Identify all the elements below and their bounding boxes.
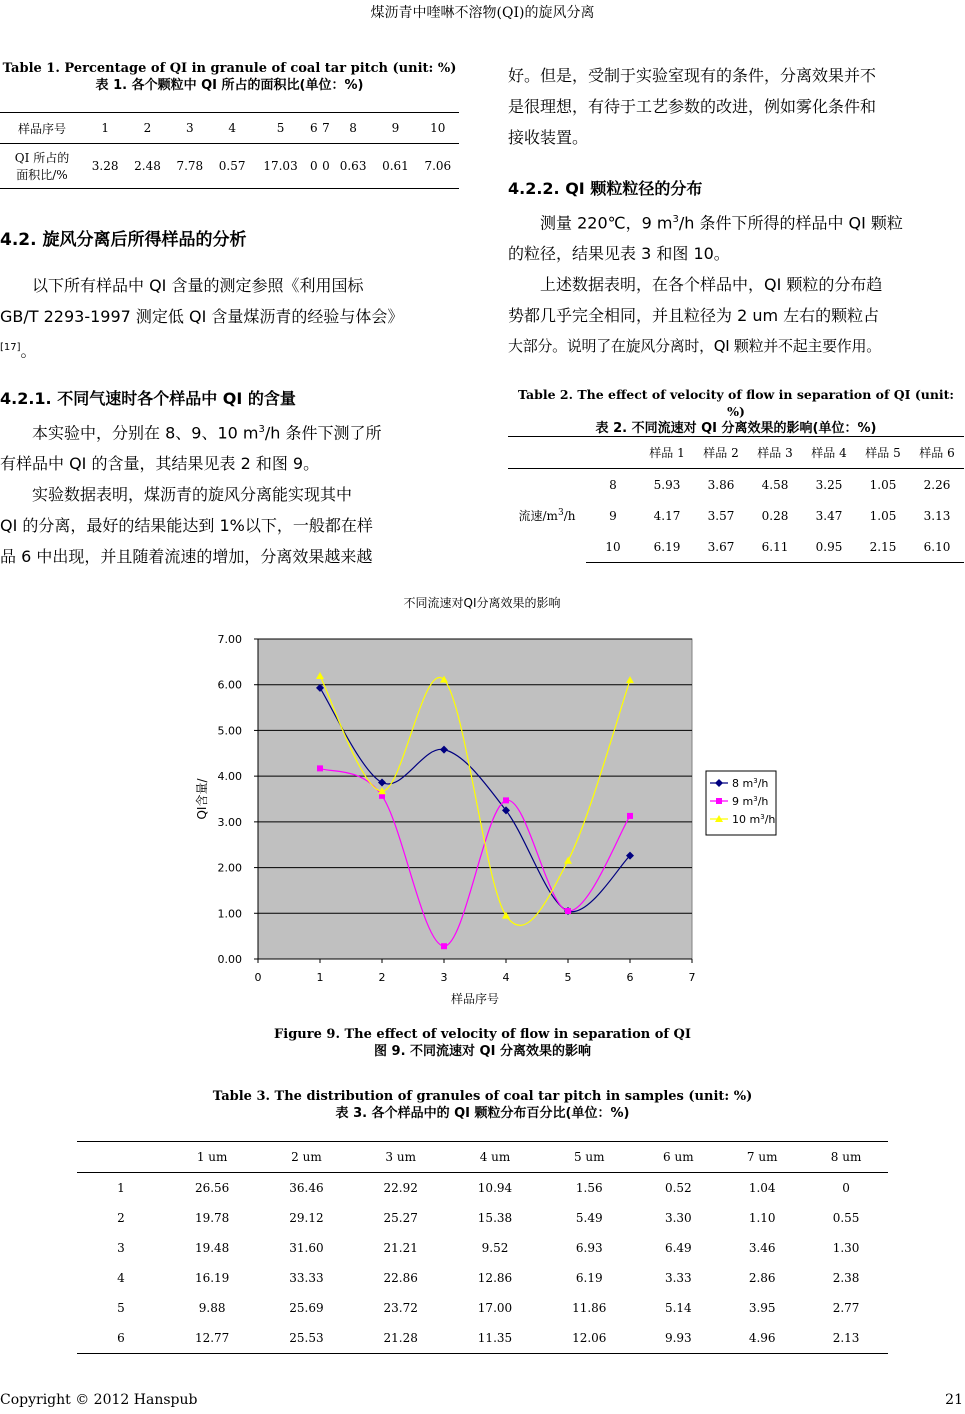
left-para1-end: 。 <box>20 341 37 361</box>
x-tick-label: 2 <box>378 971 386 984</box>
table3-cell: 6.19 <box>575 1271 603 1285</box>
table3-cell: 19.78 <box>194 1211 230 1225</box>
left-para1-ref: [17] <box>0 342 21 353</box>
table3-cell: 5.49 <box>575 1211 603 1225</box>
table3-caption-en: Table 3. The distribution of granules of coal tar pitch in samples (unit: %) <box>212 1089 753 1104</box>
table3-cell: 21.21 <box>383 1241 418 1255</box>
table2-cell: 2.15 <box>856 531 910 563</box>
x-tick-label: 6 <box>626 971 634 984</box>
table1-cell: 0.61 <box>374 144 416 189</box>
table3-cell: 11.86 <box>572 1301 607 1315</box>
table3-cell: 22.92 <box>383 1181 418 1195</box>
right-para3-line-c: 大部分。说明了在旋风分离时，QI 颗粒并不起主要作用。 <box>508 337 881 356</box>
table3-cell: 1.10 <box>748 1211 776 1225</box>
table3-cell: 6.93 <box>575 1241 603 1255</box>
table3-col: 6 um <box>636 1142 720 1173</box>
x-tick-label: 7 <box>688 971 696 984</box>
table2-col: 样品 3 <box>748 437 802 469</box>
right-para1-line-c: 接收装置。 <box>508 128 589 147</box>
table1-col: 2 <box>126 113 168 144</box>
table2-cell: 3.67 <box>694 531 748 563</box>
copyright: Copyright © 2012 Hanspub <box>0 1392 198 1408</box>
table3-sample: 6 <box>77 1323 165 1354</box>
left-para3-line-b: QI 的分离，最好的结果能达到 1%以下，一般都在样 <box>0 516 373 536</box>
y-tick-label: 3.00 <box>217 815 242 829</box>
table3-cell: 16.19 <box>194 1271 230 1285</box>
table1-col: 6 <box>308 113 320 144</box>
data-point <box>627 813 633 819</box>
table3-cell: 4.96 <box>720 1323 804 1354</box>
table-row <box>77 1203 888 1233</box>
table1-cell: 3.28 <box>84 144 126 189</box>
table2-caption <box>508 386 964 437</box>
table3-cell: 25.53 <box>259 1323 353 1354</box>
left-para1-line-b: GB/T 2293-1997 测定低 QI 含量煤沥青的经验与体会》 <box>0 307 404 326</box>
table3-cell: 15.38 <box>477 1211 513 1225</box>
table3-cell: 1.56 <box>575 1181 603 1195</box>
right-para3-line-b: 势都几乎完全相同，并且粒径为 2 um 左右的颗粒占 <box>508 306 880 326</box>
table1-caption-zh: 表 1. 各个颗粒中 QI 所占的面积比(单位：%) <box>95 78 364 93</box>
table1-cell: 7.06 <box>417 144 459 189</box>
table1-cell: 0 <box>320 144 332 189</box>
table2-cell: 6.19 <box>640 531 694 563</box>
table2-cell: 5.93 <box>653 477 681 492</box>
left-para3-line-a: 实验数据表明，煤沥青的旋风分离能实现其中 <box>32 485 353 505</box>
table2-caption-zh: 表 2. 不同流速对 QI 分离效果的影响(单位：%) <box>595 421 877 436</box>
right-para2-line-c: 的粒径，结果见表 3 和图 10。 <box>508 244 730 264</box>
legend-label: 8 $m^3/h$ <box>732 777 769 790</box>
table2-cell: 4.17 <box>653 508 681 523</box>
subsection-title-422: 4.2.2. QI 颗粒粒径的分布 <box>508 179 703 198</box>
table3-cell: 0 <box>842 1181 850 1195</box>
table2-row-group-text: 流速/m <box>518 509 558 524</box>
x-tick-label: 0 <box>254 971 262 984</box>
figure9-caption-zh: 图 9. 不同流速对 QI 分离效果的影响 <box>374 1044 591 1059</box>
table3-cell: 25.27 <box>383 1211 418 1225</box>
left-para2-line-a: 本实验中，分别在 8、9、10 m <box>32 423 259 443</box>
table3-corner <box>77 1142 165 1173</box>
table-row <box>77 1233 888 1263</box>
table3-cell: 1.04 <box>748 1181 776 1195</box>
right-para1-line-a: 好。但是，受制于实验室现有的条件，分离效果并不 <box>508 66 877 85</box>
table3-cell: 22.86 <box>383 1271 418 1285</box>
table3-caption <box>0 1088 965 1122</box>
table3-cell: 0.55 <box>832 1211 860 1225</box>
table2-cell: 0.28 <box>761 508 789 523</box>
y-tick-label: 1.00 <box>217 907 242 921</box>
right-para2-sup: 3 <box>672 214 679 225</box>
table2-row-group-unit: /h <box>563 509 576 524</box>
table3-cell: 5.14 <box>664 1301 692 1315</box>
table1-row-label-line1: QI 所占的 <box>14 151 70 165</box>
table-row <box>508 469 964 501</box>
table1-col: 7 <box>320 113 332 144</box>
table3-cell: 19.48 <box>194 1241 230 1255</box>
table1-col: 4 <box>211 113 253 144</box>
left-para3-line-c: 品 6 中出现，并且随着流速的增加，分离效果越来越 <box>0 547 373 567</box>
table3-cell: 36.46 <box>289 1181 324 1195</box>
legend-marker <box>716 798 722 804</box>
table3-col: 8 um <box>804 1142 888 1173</box>
y-tick-label: 0.00 <box>217 953 242 966</box>
table1-col: 3 <box>169 113 211 144</box>
table3-cell: 29.12 <box>289 1211 324 1225</box>
table1-caption-en: Table 1. Percentage of QI in granule of coal tar pitch (unit: %) <box>2 61 457 76</box>
table2-cell: 1.05 <box>869 477 897 492</box>
table3-col: 5 um <box>542 1142 636 1173</box>
table2-row-group-sup: 3 <box>557 508 564 519</box>
table2-cell: 6.10 <box>910 531 964 563</box>
table-row <box>77 1263 888 1293</box>
table3-col: 1 um <box>165 1142 259 1173</box>
table3-cell: 3.30 <box>664 1211 692 1225</box>
y-tick-label: 2.00 <box>217 861 242 875</box>
table3-cell: 2.13 <box>804 1323 888 1354</box>
table3-cell: 33.33 <box>289 1271 324 1285</box>
plot-area <box>258 639 692 959</box>
left-para2-sup: 3 <box>258 424 265 435</box>
y-tick-label: 5.00 <box>217 724 242 738</box>
table3-cell: 25.69 <box>289 1301 324 1315</box>
table3-cell: 2.38 <box>832 1271 860 1285</box>
table3-cell: 10.94 <box>477 1181 513 1195</box>
table3-cell: 2.77 <box>832 1301 860 1315</box>
y-tick-label: 7.00 <box>217 633 242 646</box>
table3-cell: 9.88 <box>198 1301 226 1315</box>
table3-cell: 23.72 <box>383 1301 418 1315</box>
x-axis-label: 样品序号 <box>450 992 500 1006</box>
table2-cell: 3.57 <box>707 508 735 523</box>
table-row <box>77 1173 888 1204</box>
figure9-chart <box>0 585 965 1015</box>
table3-cell: 17.00 <box>477 1301 513 1315</box>
table3-sample: 5 <box>117 1301 125 1315</box>
table3-sample: 4 <box>117 1271 125 1285</box>
table3-sample: 3 <box>117 1241 125 1255</box>
table1-col: 8 <box>332 113 374 144</box>
data-point <box>503 797 509 803</box>
table2-col: 样品 5 <box>856 437 910 469</box>
table3-cell: 9.93 <box>636 1323 720 1354</box>
table3-sample: 1 <box>117 1181 125 1195</box>
table3-cell: 0.52 <box>664 1181 692 1195</box>
left-para1-line-a: 以下所有样品中 QI 含量的测定参照《利用国标 <box>32 276 364 295</box>
legend-label-unit: /h <box>764 813 776 826</box>
legend-label: 9 $m^3/h$ <box>732 795 769 808</box>
table3-cell: 6.49 <box>664 1241 692 1255</box>
table2-col: 样品 4 <box>802 437 856 469</box>
table3-cell: 12.06 <box>542 1323 636 1354</box>
table2-cell: 1.05 <box>869 508 897 523</box>
table2-corner <box>508 437 586 469</box>
left-para-2 <box>0 414 459 572</box>
table2-cell: 3.86 <box>707 477 735 492</box>
legend-label-unit: /h <box>757 777 769 790</box>
table3-col: 3 um <box>354 1142 448 1173</box>
table2-cell: 6.11 <box>748 531 802 563</box>
table1-cell: 7.78 <box>169 144 211 189</box>
table-row <box>77 1323 888 1354</box>
table2-cell: 4.58 <box>761 477 789 492</box>
table1-col: 10 <box>417 113 459 144</box>
table2-cell: 0.95 <box>802 531 856 563</box>
legend-label-unit: /h <box>757 795 769 808</box>
table1-cell: 2.48 <box>126 144 168 189</box>
figure9-caption-en: Figure 9. The effect of velocity of flow in separation of QI <box>274 1027 691 1042</box>
table2-cell: 3.13 <box>923 508 951 523</box>
table2-flow-col <box>586 437 640 469</box>
table3-cell: 3.46 <box>748 1241 776 1255</box>
table1-cell: 0.63 <box>332 144 374 189</box>
table2-cell: 3.47 <box>815 508 843 523</box>
table2-cell: 2.26 <box>923 477 951 492</box>
table1-cell: 0 <box>308 144 320 189</box>
table1-cell: 0.57 <box>211 144 253 189</box>
table3-cell: 12.77 <box>165 1323 259 1354</box>
table3-cell: 31.60 <box>289 1241 324 1255</box>
section-title: 4.2. 旋风分离后所得样品的分析 <box>0 230 247 250</box>
table3-sample: 2 <box>117 1211 125 1225</box>
table2-cell: 3.25 <box>815 477 843 492</box>
table3-cell: 26.56 <box>194 1181 230 1195</box>
table3-col: 7 um <box>720 1142 804 1173</box>
table1 <box>0 112 459 189</box>
x-tick-label: 5 <box>564 971 572 984</box>
subsection-title-421: 4.2.1. 不同气速时各个样品中 QI 的含量 <box>0 389 296 408</box>
legend-label-sup: 3 <box>753 795 758 803</box>
table2-flow: 9 <box>609 508 617 523</box>
table3-cell: 12.86 <box>477 1271 513 1285</box>
table3-cell: 9.52 <box>481 1241 509 1255</box>
table1-caption <box>0 60 459 94</box>
y-tick-label: 4.00 <box>217 770 242 784</box>
table3-cell: 21.28 <box>354 1323 448 1354</box>
table3 <box>77 1141 888 1354</box>
table1-cell: 17.03 <box>253 144 307 189</box>
x-tick-label: 3 <box>440 971 448 984</box>
x-tick-label: 1 <box>316 971 324 984</box>
table3-cell: 3.33 <box>664 1271 692 1285</box>
table1-col: 5 <box>253 113 307 144</box>
left-para2-line-b: /h 条件下测了所 <box>264 423 382 443</box>
table3-col: 4 um <box>448 1142 542 1173</box>
y-tick-label: 6.00 <box>217 678 242 692</box>
x-tick-label: 4 <box>502 971 510 984</box>
table2-col: 样品 6 <box>910 437 964 469</box>
legend-label-sup: 3 <box>760 813 765 821</box>
left-para2-line-c: 有样品中 QI 的含量，其结果见表 2 和图 9。 <box>0 454 320 474</box>
right-para-2 <box>508 204 964 362</box>
table1-row-label-line2: 面积比/% <box>16 168 68 182</box>
right-para2-line-b: /h 条件下所得的样品中 QI 颗粒 <box>678 213 903 233</box>
legend-label: 10 $m^3/h$ <box>732 813 776 826</box>
table2-flow: 8 <box>609 477 617 492</box>
table2-col: 样品 2 <box>694 437 748 469</box>
table2-col: 样品 1 <box>640 437 694 469</box>
figure9-caption <box>0 1026 965 1060</box>
table3-cell: 11.35 <box>448 1323 542 1354</box>
table2-row-group-label <box>508 469 586 563</box>
table3-caption-zh: 表 3. 各个样品中的 QI 颗粒分布百分比(单位：%) <box>335 1106 630 1121</box>
table1-col: 1 <box>84 113 126 144</box>
chart-title: 不同流速对QI分离效果的影响 <box>403 596 561 610</box>
page-number: 21 <box>945 1392 963 1408</box>
y-axis-label: QI含量/ <box>195 778 209 820</box>
table3-col: 2 um <box>259 1142 353 1173</box>
running-head: 煤沥青中喹啉不溶物(QI)的旋风分离 <box>370 5 595 21</box>
table3-cell: 2.86 <box>748 1271 776 1285</box>
table2-caption-en: Table 2. The effect of velocity of flow in separation of QI (unit: %) <box>517 387 955 419</box>
table3-cell: 3.95 <box>748 1301 776 1315</box>
right-para1-line-b: 是很理想，有待于工艺参数的改进，例如雾化条件和 <box>508 97 877 116</box>
left-para-1 <box>0 270 459 366</box>
table2 <box>508 436 964 563</box>
data-point <box>317 765 323 771</box>
table1-row-label <box>0 144 84 189</box>
right-para3-line-a: 上述数据表明，在各个样品中，QI 颗粒的分布趋 <box>540 275 883 295</box>
table-row <box>77 1293 888 1323</box>
table2-flow: 10 <box>586 531 640 563</box>
data-point <box>441 943 447 949</box>
data-point <box>565 908 571 914</box>
table3-cell: 1.30 <box>832 1241 860 1255</box>
table1-col: 9 <box>374 113 416 144</box>
right-para2-line-a: 测量 220℃，9 m <box>540 213 673 233</box>
legend-label-sup: 3 <box>753 777 758 785</box>
table1-header-label: 样品序号 <box>0 113 84 144</box>
right-para-1 <box>508 60 964 153</box>
